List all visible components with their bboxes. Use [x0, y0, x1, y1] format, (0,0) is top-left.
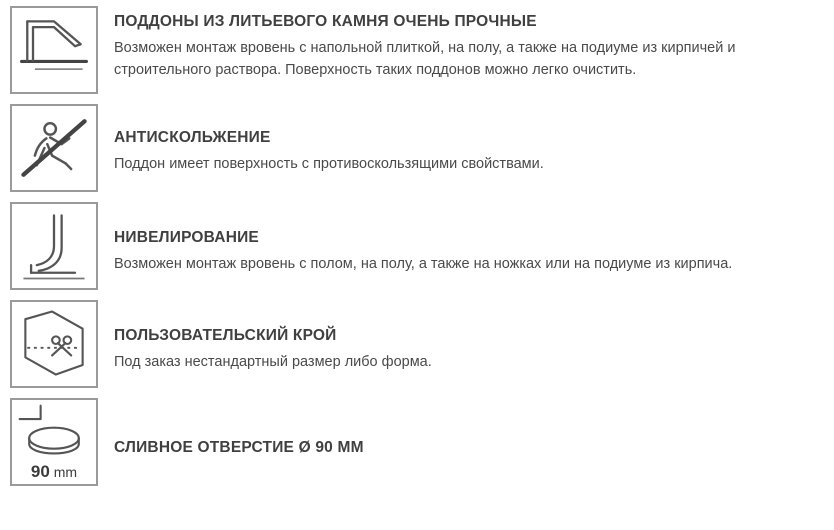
feature-description: Поддон имеет поверхность с противоскользящими свойствами.	[114, 156, 544, 173]
feature-title: НИВЕЛИРОВАНИЕ	[114, 229, 259, 246]
feature-text	[114, 300, 834, 374]
feature-title: СЛИВНОЕ ОТВЕРСТИЕ Ø 90 ММ	[114, 439, 364, 456]
anti-slip-no-slipping-icon	[10, 104, 98, 192]
shower-tray-flush-install-icon	[10, 6, 98, 94]
feature-row	[0, 202, 834, 290]
feature-text	[114, 6, 834, 82]
drain-hole-90mm-icon	[10, 398, 98, 486]
feature-description: Возможен монтаж вровень с напольной плиткой, на полу, а также на подиуме из кирпичей и строительного раствора. Поверхность таких поддонов можно легко очистить.	[114, 40, 736, 79]
drain-size-unit: mm	[49, 464, 78, 480]
drain-size-label	[12, 462, 96, 482]
feature-title: ПОДДОНЫ ИЗ ЛИТЬЕВОГО КАМНЯ ОЧЕНЬ ПРОЧНЫЕ	[114, 13, 537, 30]
feature-title: АНТИСКОЛЬЖЕНИЕ	[114, 129, 271, 146]
feature-text	[114, 398, 834, 464]
feature-row	[0, 300, 834, 388]
feature-description: Возможен монтаж вровень с полом, на полу, а также на ножках или на подиуме из кирпича.	[114, 256, 733, 273]
levelling-foot-icon	[10, 202, 98, 290]
feature-row	[0, 6, 834, 94]
feature-description: Под заказ нестандартный размер либо форма.	[114, 354, 432, 371]
feature-text	[114, 104, 834, 176]
custom-cut-scissors-icon	[10, 300, 98, 388]
feature-text	[114, 202, 834, 276]
feature-title: ПОЛЬЗОВАТЕЛЬСКИЙ КРОЙ	[114, 327, 337, 344]
drain-size-value: 90	[30, 462, 50, 481]
feature-row	[0, 398, 834, 486]
feature-row	[0, 104, 834, 192]
